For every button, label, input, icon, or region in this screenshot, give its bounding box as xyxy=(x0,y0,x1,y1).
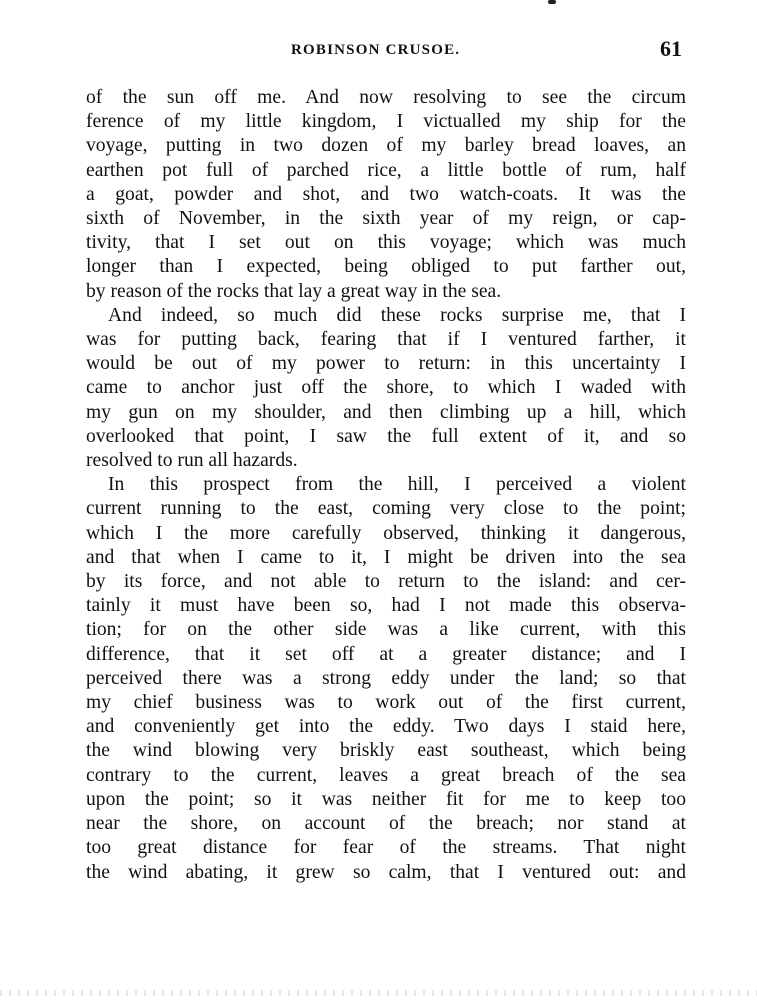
text-line: ference of my little kingdom, I victualled my ship for the xyxy=(86,111,686,133)
page-number: 61 xyxy=(660,36,682,61)
text-line: tion; for on the other side was a like current, with this xyxy=(86,619,686,641)
text-line: by its force, and not able to return to the island: and cer- xyxy=(86,571,686,593)
text-line: longer than I expected, being obliged to put farther out, xyxy=(86,256,686,278)
text-line: too great distance for fear of the streams. That night xyxy=(86,837,686,859)
paragraph xyxy=(86,304,686,473)
text-line: contrary to the current, leaves a great breach of the sea xyxy=(86,764,686,786)
text-line: sixth of November, in the sixth year of my reign, or cap- xyxy=(86,208,686,230)
page-header xyxy=(86,36,686,66)
text-line: my gun on my shoulder, and then climbing up a hill, which xyxy=(86,401,686,423)
text-line: would be out of my power to return: in this uncertainty I xyxy=(86,353,686,375)
text-line: the wind blowing very briskly east southeast, which being xyxy=(86,740,686,762)
text-line: and that when I came to it, I might be driven into the sea xyxy=(86,546,686,568)
text-line: of the sun off me. And now resolving to see the circum xyxy=(86,87,686,108)
text-line: resolved to run all hazards. xyxy=(86,450,298,472)
text-line: tainly it must have been so, had I not made this observa- xyxy=(86,595,686,617)
text-line: perceived there was a strong eddy under the land; so that xyxy=(86,667,686,689)
text-line: by reason of the rocks that lay a great way in the sea. xyxy=(86,280,502,302)
page-edge-specks xyxy=(0,990,757,996)
text-line: In this prospect from the hill, I perceived a violent xyxy=(108,474,686,496)
paragraph xyxy=(86,86,686,304)
running-head: ROBINSON CRUSOE. xyxy=(291,42,461,58)
text-line: which I the more carefully observed, thinking it dangerous, xyxy=(86,522,686,544)
text-line: my chief business was to work out of the first current, xyxy=(86,692,686,714)
text-line: a goat, powder and shot, and two watch-coats. It was the xyxy=(86,183,686,205)
body-text xyxy=(86,86,686,885)
text-line: current running to the east, coming very close to the point; xyxy=(86,498,686,520)
text-line: was for putting back, fearing that if I ventured farther, it xyxy=(86,329,686,351)
text-line: and conveniently get into the eddy. Two days I staid here, xyxy=(86,716,686,738)
text-line: earthen pot full of parched rice, a little bottle of rum, half xyxy=(86,159,686,181)
paragraph xyxy=(86,473,686,884)
text-line: upon the point; so it was neither fit for me to keep too xyxy=(86,788,686,810)
ink-mark xyxy=(548,0,556,4)
text-line: came to anchor just off the shore, to which I waded with xyxy=(86,377,686,399)
text-line: the wind abating, it grew so calm, that I ventured out: and xyxy=(86,861,686,883)
text-line: difference, that it set off at a greater distance; and I xyxy=(86,643,686,665)
text-line: tivity, that I set out on this voyage; which was much xyxy=(86,232,686,254)
text-line: near the shore, on account of the breach; nor stand at xyxy=(86,813,686,835)
text-line: overlooked that point, I saw the full extent of it, and so xyxy=(86,425,686,447)
text-line: voyage, putting in two dozen of my barley bread loaves, an xyxy=(86,135,686,157)
text-line: And indeed, so much did these rocks surprise me, that I xyxy=(108,304,686,326)
